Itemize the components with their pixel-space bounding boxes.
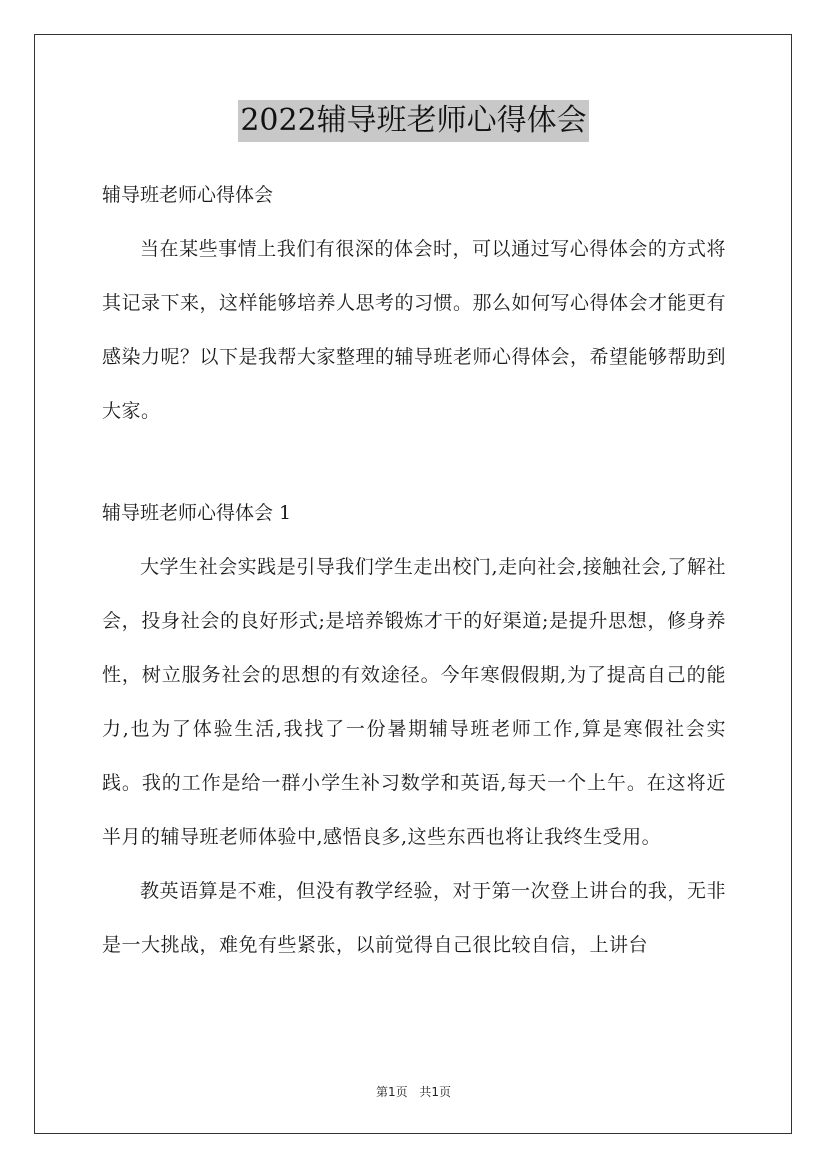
document-title-text: 2022辅导班老师心得体会 <box>238 100 588 142</box>
document-subtitle: 辅导班老师心得体会 <box>102 184 274 206</box>
body-paragraph: 教英语算是不难，但没有教学经验，对于第一次登上讲台的我，无非是一大挑战，难免有些紧张，以前觉得自己很比较自信，上讲台 <box>102 880 726 956</box>
page-footer <box>0 1083 827 1100</box>
body-paragraph: 大学生社会实践是引导我们学生走出校门,走向社会,接触社会,了解社会，投身社会的良好形式;是培养锻炼才干的好渠道;是提升思想，修身养性，树立服务社会的思想的有效途径。今年寒假假期,为了提高自己的能力,也为了体验生活,我找了一份暑期辅导班老师工作,算是寒假社会实践。我的工作是给一群小学生补习数学和英语,每天一个上午。在这将近半月的辅导班老师体验中,感悟良多,这些东西也将让我终生受用。 <box>102 556 726 848</box>
page-total: 共1页 <box>419 1085 452 1099</box>
intro-paragraph: 当在某些事情上我们有很深的体会时，可以通过写心得体会的方式将其记录下来，这样能够培养人思考的习惯。那么如何写心得体会才能更有感染力呢？以下是我帮大家整理的辅导班老师心得体会，希望能够帮助到大家。 <box>102 238 727 422</box>
section-spacer <box>102 438 726 486</box>
section-heading: 辅导班老师心得体会 1 <box>102 502 292 524</box>
document-body <box>102 168 726 972</box>
document-title <box>0 100 827 142</box>
page-number: 第1页 <box>375 1085 408 1099</box>
